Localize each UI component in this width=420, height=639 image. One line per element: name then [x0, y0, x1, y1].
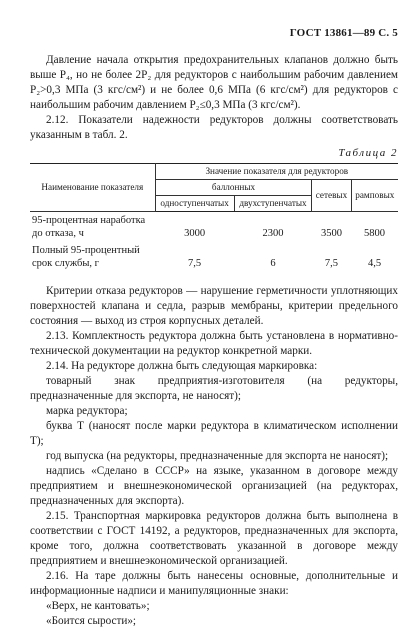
row-label: Полный 95-процентный срок службы, г	[32, 245, 140, 269]
table-cell: 6	[270, 258, 276, 269]
col-header-double: двухступенчатых	[234, 196, 312, 212]
table-cell: 7,5	[324, 258, 339, 269]
paragraph-2-13: 2.13. Комплектность редуктора должна быть установлена в нормативно-технической документации на редуктор конкретной марки.	[30, 330, 398, 357]
paragraph-2-12: 2.12. Показатели надежности редукторов должны соответствовать указанным в табл. 2.	[30, 114, 398, 141]
paragraph-year: год выпуска (на редукторы, предназначенные для экспорта не наносят);	[46, 450, 389, 462]
paragraph-trademark: товарный знак предприятия-изготовителя (на редукторы, предназначенные для экспорта, не наносят);	[30, 375, 398, 402]
table-caption: Таблица 2	[338, 147, 398, 159]
col-header-network: сетевых	[312, 180, 351, 212]
row-label: 95-процентная наработка до отказа, ч	[32, 215, 146, 239]
table-cell: 2300	[262, 228, 284, 239]
table-row	[30, 212, 398, 243]
paragraph-letter-t: буква Т (наносят после марки редуктора в климатическом исполнении Т);	[30, 420, 398, 447]
col-header-ramp: рамповых	[351, 180, 398, 212]
paragraph-sign-moisture: «Боится сырости»;	[46, 615, 137, 627]
paragraph-brand: марка редуктора;	[46, 405, 128, 417]
paragraph-2-15: 2.15. Транспортная маркировка редукторов должна быть выполнена в соответствии с ГОСТ 14192, а редукторов, предназначенных для экспорта, кроме того, должна соответствовать указанной в договоре между предприятием и внешнеэкономической организацией.	[30, 510, 398, 567]
paragraph-pressure: Давление начала открытия предохранительных клапанов должно быть выше P₄, но не более 2P₂ для редукторов с наибольшим рабочим давлением P₂>0,3 МПа (3 кгс/см²) и не более 0,6 МПа (6 кгс/см²) для редукторов с наибольшим рабочим давлением P₂≤0,3 МПа (3 кгс/см²).	[30, 54, 398, 111]
paragraph-sign-up: «Верх, не кантовать»;	[46, 600, 150, 612]
paragraph-2-14: 2.14. На редукторе должна быть следующая маркировка:	[46, 360, 318, 372]
reliability-table	[30, 163, 398, 272]
table-cell: 7,5	[188, 258, 202, 269]
table-cell: 4,5	[367, 258, 382, 269]
paragraph-failure-criteria: Критерии отказа редукторов — нарушение герметичности уплотняющих поверхностей клапана и седла, разрыв мембраны, критерии предельного состояния — выход из строя корпусных деталей.	[30, 285, 398, 327]
table-cell: 3000	[184, 228, 206, 239]
page-header: ГОСТ 13861—89 С. 5	[289, 27, 398, 39]
col-header-group: Значение показателя для редукторов	[155, 164, 398, 180]
paragraph-inscription: надпись «Сделано в СССР» на языке, указанном в договоре между предприятием и внешнеэкономической организацией (на редукторах, предназначенных для экспорта).	[30, 465, 398, 507]
col-header-cylinder: баллонных	[155, 180, 312, 196]
paragraph-2-16: 2.16. На таре должны быть нанесены основные, дополнительные и информационные надписи и манипуляционные знаки:	[30, 570, 398, 597]
table-row	[30, 242, 398, 272]
table-cell: 3500	[320, 228, 342, 239]
col-header-indicator: Наименование показателя	[30, 164, 155, 212]
table-cell: 5800	[364, 228, 386, 239]
col-header-single: одноступенчатых	[155, 196, 234, 212]
